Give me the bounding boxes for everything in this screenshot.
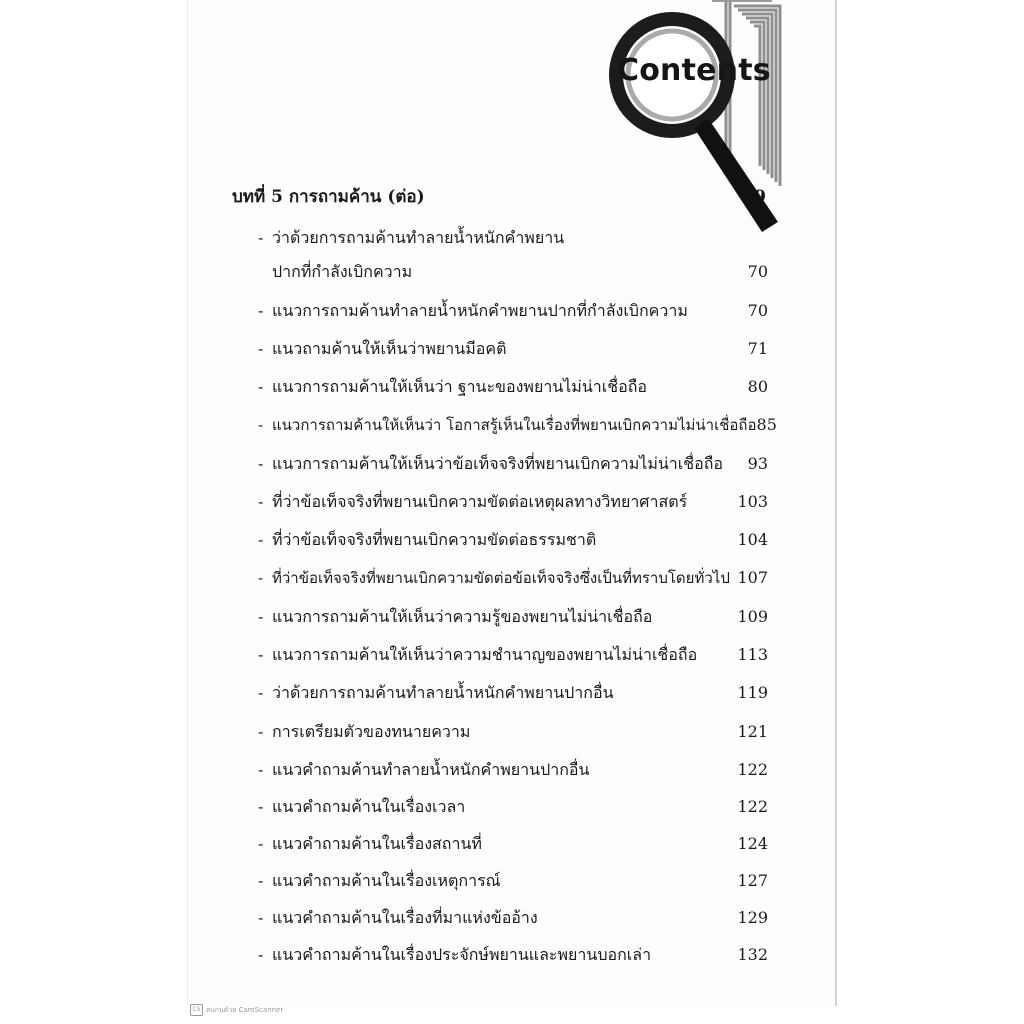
entry-title: ปากที่กำลังเบิกความ xyxy=(272,262,413,281)
entry-title: ที่ว่าข้อเท็จจริงที่พยานเบิกความขัดต่อเหตุผลทางวิทยาศาสตร์ xyxy=(272,492,688,511)
entry-title: แนวคำถามค้านในเรื่องสถานที่ xyxy=(272,834,482,853)
entry-bullet: - xyxy=(258,416,264,434)
entry-title: แนวคำถามค้านในเรื่องประจักษ์พยานและพยานบอกเล่า xyxy=(272,945,652,964)
toc-entry xyxy=(258,794,768,820)
entry-page: 85 xyxy=(756,415,777,434)
entry-title: แนวคำถามค้านทำลายน้ำหนักคำพยานปากอื่น xyxy=(272,760,590,779)
entry-page: 70 xyxy=(747,262,768,281)
entry-bullet: - xyxy=(258,834,264,853)
entry-page: 122 xyxy=(737,760,768,779)
entry-page: 113 xyxy=(737,645,768,664)
entry-page: 127 xyxy=(737,871,768,890)
entry-bullet: - xyxy=(258,722,264,741)
entry-title: แนวคำถามค้านในเรื่องเวลา xyxy=(272,797,466,816)
entry-page: 119 xyxy=(737,683,768,702)
chapter-label: บทที่ 5 การถามค้าน (ต่อ) xyxy=(232,187,425,207)
entry-bullet: - xyxy=(258,530,264,549)
entry-title: แนวการถามค้านให้เห็นว่าความรู้ของพยานไม่น่าเชื่อถือ xyxy=(272,607,653,626)
entry-title: แนวการถามค้านให้เห็นว่าความชำนาญของพยานไม่น่าเชื่อถือ xyxy=(272,645,698,664)
entry-bullet: - xyxy=(258,454,264,473)
entry-page: 121 xyxy=(737,722,768,741)
entry-title: ว่าด้วยการถามค้านทำลายน้ำหนักคำพยานปากอื่น xyxy=(272,683,614,702)
entry-bullet: - xyxy=(258,339,264,358)
toc-entry xyxy=(258,225,768,251)
toc-entry xyxy=(258,336,768,362)
entry-page: 109 xyxy=(737,607,768,626)
toc-entry xyxy=(258,565,768,591)
entry-bullet: - xyxy=(258,377,264,396)
contents-title: Contents xyxy=(617,53,771,88)
camscanner-logo: CS xyxy=(190,1004,203,1016)
page-edge xyxy=(835,0,836,1006)
toc-entry xyxy=(258,831,768,857)
entry-title: แนวคำถามค้านในเรื่องที่มาแห่งข้ออ้าง xyxy=(272,908,538,927)
toc-entry xyxy=(258,905,768,931)
entry-page: 132 xyxy=(737,945,768,964)
toc-entry xyxy=(272,259,768,285)
entry-page: 107 xyxy=(737,568,768,587)
entry-bullet: - xyxy=(258,760,264,779)
toc-entry xyxy=(258,757,768,783)
toc-entry xyxy=(258,298,768,324)
entry-bullet: - xyxy=(258,569,264,587)
entry-title: แนวการถามค้านให้เห็นว่าข้อเท็จจริงที่พยานเบิกความไม่น่าเชื่อถือ xyxy=(272,454,724,473)
entry-title: แนวถามค้านให้เห็นว่าพยานมีอคติ xyxy=(272,339,507,358)
entry-bullet: - xyxy=(258,228,264,247)
scanner-watermark xyxy=(190,1004,283,1016)
entry-bullet: - xyxy=(258,797,264,816)
toc-entry xyxy=(258,719,768,745)
scanner-caption: สแกนด้วย CamScanner xyxy=(206,1005,284,1014)
entry-bullet: - xyxy=(258,683,264,702)
toc-entry xyxy=(258,604,768,630)
entry-bullet: - xyxy=(258,301,264,320)
toc-entry xyxy=(258,374,768,400)
entry-title: แนวการถามค้านให้เห็นว่า ฐานะของพยานไม่น่าเชื่อถือ xyxy=(272,377,648,396)
toc-entry xyxy=(258,527,768,553)
toc-entry xyxy=(258,489,768,515)
entry-page: 122 xyxy=(737,797,768,816)
chapter-page-number: 69 xyxy=(742,187,766,207)
entry-title: แนวการถามค้านทำลายน้ำหนักคำพยานปากที่กำลังเบิกความ xyxy=(272,301,688,320)
entry-bullet: - xyxy=(258,908,264,927)
entry-bullet: - xyxy=(258,607,264,626)
entry-bullet: - xyxy=(258,645,264,664)
toc-entry xyxy=(258,451,768,477)
entry-page: 70 xyxy=(747,301,768,320)
entry-page: 124 xyxy=(737,834,768,853)
chapter-heading xyxy=(232,183,766,210)
entry-bullet: - xyxy=(258,492,264,511)
toc-entry xyxy=(258,412,777,438)
entry-title: การเตรียมตัวของทนายความ xyxy=(272,722,471,741)
entry-page: 103 xyxy=(737,492,768,511)
entry-page: 71 xyxy=(747,339,768,358)
entry-title: แนวคำถามค้านในเรื่องเหตุการณ์ xyxy=(272,871,501,890)
toc-entry xyxy=(258,942,768,968)
entry-title: ว่าด้วยการถามค้านทำลายน้ำหนักคำพยาน xyxy=(272,228,565,247)
entry-title: ที่ว่าข้อเท็จจริงที่พยานเบิกความขัดต่อธรรมชาติ xyxy=(272,530,597,549)
toc-entry xyxy=(258,680,768,706)
entry-bullet: - xyxy=(258,871,264,890)
entry-title: แนวการถามค้านให้เห็นว่า โอกาสรู้เห็นในเรื่องที่พยานเบิกความไม่น่าเชื่อถือ xyxy=(272,416,757,434)
toc-entry xyxy=(258,642,768,668)
entry-page: 80 xyxy=(747,377,768,396)
entry-bullet: - xyxy=(258,945,264,964)
toc-entry xyxy=(258,868,768,894)
entry-page: 93 xyxy=(747,454,768,473)
entry-title: ที่ว่าข้อเท็จจริงที่พยานเบิกความขัดต่อข้อเท็จจริงซึ่งเป็นที่ทราบโดยทั่วไป xyxy=(272,569,730,587)
entry-page: 104 xyxy=(737,530,768,549)
entry-page: 129 xyxy=(737,908,768,927)
